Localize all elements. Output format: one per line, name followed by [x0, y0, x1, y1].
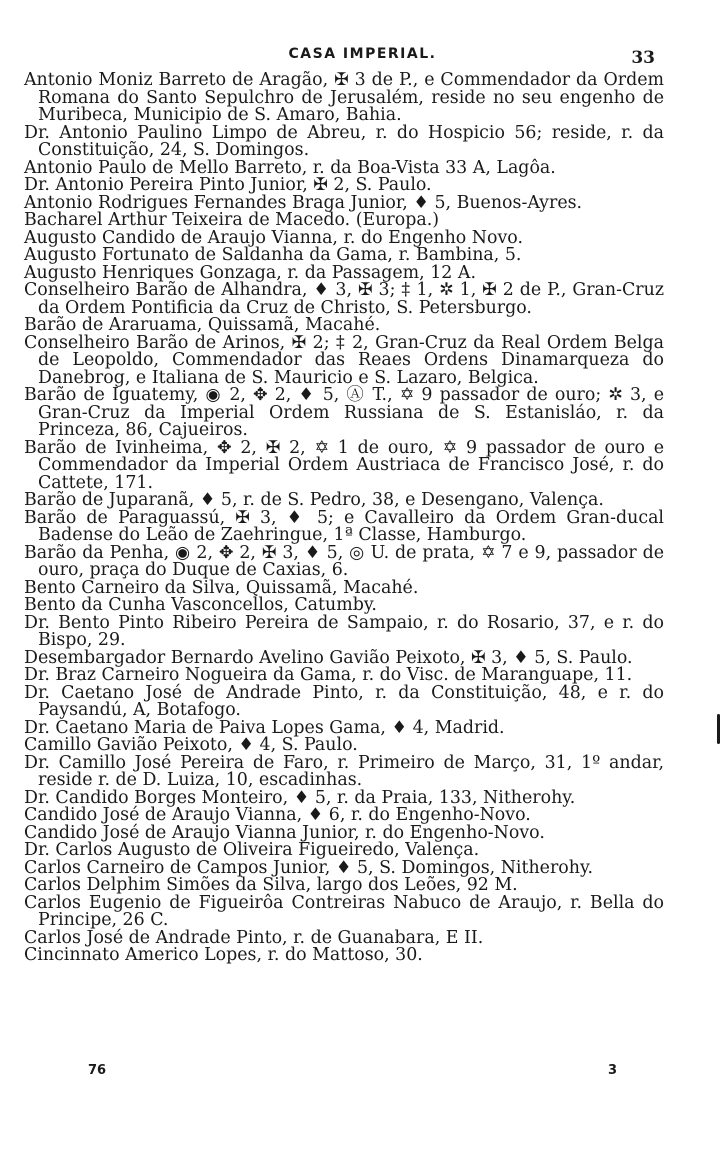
directory-entry: Candido José de Araujo Vianna, ♦ 6, r. do Engenho-Novo.	[24, 805, 531, 825]
directory-entry: Carlos Delphim Simões da Silva, largo dos Leões, 92 M.	[24, 875, 518, 895]
directory-entry: Barão de Juparanã, ♦ 5, r. de S. Pedro, 38, e Desengano, Valença.	[24, 490, 604, 510]
directory-entry: Carlos Eugenio de Figueirôa Contreiras Nabuco de Araujo, r. Bella do Principe, 26 C.	[24, 892, 664, 930]
directory-entry: Candido José de Araujo Vianna Junior, r. do Engenho-Novo.	[24, 822, 545, 843]
directory-entry: Augusto Candido de Araujo Vianna, r. do Engenho Novo.	[24, 227, 524, 248]
directory-entry: Dr. Carlos Augusto de Oliveira Figueiredo, Valença.	[24, 840, 480, 860]
printer-signature-mark: 76	[88, 1063, 107, 1078]
directory-entry: Camillo Gavião Peixoto, ♦ 4, S. Paulo.	[24, 735, 358, 755]
directory-entry: Dr. Antonio Paulino Limpo de Abreu, r. do Hospicio 56; reside, r. da Constituição, 24, S. Domingos.	[24, 122, 664, 160]
directory-entry: Augusto Fortunato de Saldanha da Gama, r. Bambina, 5.	[24, 245, 522, 265]
margin-ink-mark	[717, 714, 720, 744]
page-footer	[0, 1063, 725, 1083]
directory-entry: Cincinnato Americo Lopes, r. do Mattoso, 30.	[24, 945, 423, 965]
directory-entry: Bacharel Arthur Teixeira de Macedo. (Europa.)	[24, 210, 440, 230]
directory-entry: Desembargador Bernardo Avelino Gavião Peixoto, ✠ 3, ♦ 5, S. Paulo.	[24, 647, 633, 668]
directory-entry: Conselheiro Barão de Arinos, ✠ 2; ‡ 2, Gran-Cruz da Real Ordem Belga de Leopoldo, Commendador das Reaes Ordens Dinamarqueza do Danebrog, e Italiana de S. Mauricio e S. Lazaro, Belgica.	[24, 332, 664, 388]
directory-entry: Barão de Paraguassú, ✠ 3, ♦ 5; e Cavalleiro da Ordem Gran-ducal Badense do Leão de Zaehringue, 1ª Classe, Hamburgo.	[24, 507, 664, 545]
directory-entry: Barão de Iguatemy, ◉ 2, ✥ 2, ♦ 5, Ⓐ T., ✡ 9 passador de ouro; ✲ 3, e Gran-Cruz da Imperial Ordem Russiana de S. Estanisláo, r. da Princeza, 86, Cajueiros.	[24, 385, 664, 440]
directory-entry: Antonio Paulo de Mello Barreto, r. da Boa-Vista 33 A, Lagôa.	[24, 157, 556, 178]
directory-entry: Dr. Braz Carneiro Nogueira da Gama, r. do Visc. de Maranguape, 11.	[24, 665, 633, 685]
directory-entry: Conselheiro Barão de Alhandra, ♦ 3, ✠ 3; ‡ 1, ✲ 1, ✠ 2 de P., Gran-Cruz da Ordem Pontificia da Cruz de Christo, S. Petersburgo.	[24, 280, 664, 318]
directory-entry: Antonio Moniz Barreto de Aragão, ✠ 3 de P., e Commendador da Ordem Romana do Santo Sepulchro de Jerusalém, reside no seu engenho de Muribeca, Municipio de S. Amaro, Bahia.	[24, 70, 664, 125]
directory-entry: Dr. Camillo José Pereira de Faro, r. Primeiro de Março, 31, 1º andar, reside r. de D. Luiza, 10, escadinhas.	[24, 752, 664, 790]
directory-entry: Bento Carneiro da Silva, Quissamã, Macahé.	[24, 577, 419, 598]
directory-entry: Dr. Bento Pinto Ribeiro Pereira de Sampaio, r. do Rosario, 37, e r. do Bispo, 29.	[24, 612, 664, 650]
directory-entry: Barão de Araruama, Quissamã, Macahé.	[24, 315, 381, 335]
directory-entry: Bento da Cunha Vasconcellos, Catumby.	[24, 595, 377, 615]
directory-entry: Carlos José de Andrade Pinto, r. de Guanabara, E II.	[24, 927, 484, 948]
directory-entry: Dr. Caetano José de Andrade Pinto, r. da Constituição, 48, e r. do Paysandú, A, Botafogo.	[24, 682, 664, 720]
running-title: CASA IMPERIAL.	[288, 46, 437, 62]
gathering-signature-mark: 3	[608, 1063, 618, 1078]
page-header	[0, 44, 725, 68]
directory-entry: Dr. Candido Borges Monteiro, ♦ 5, r. da Praia, 133, Nitherohy.	[24, 787, 576, 808]
directory-entry: Barão da Penha, ◉ 2, ✥ 2, ✠ 3, ♦ 5, ◎ U. de prata, ✡ 7 e 9, passador de ouro, praça do Duque de Caxias, 6.	[24, 542, 664, 580]
directory-entry: Carlos Carneiro de Campos Junior, ♦ 5, S. Domingos, Nitherohy.	[24, 857, 593, 878]
directory-entry: Augusto Henriques Gonzaga, r. da Passagem, 12 A.	[24, 262, 476, 283]
directory-entry: Dr. Antonio Pereira Pinto Junior, ✠ 2, S. Paulo.	[24, 175, 432, 195]
directory-entry: Antonio Rodrigues Fernandes Braga Junior, ♦ 5, Buenos-Ayres.	[24, 192, 583, 213]
page-number: 33	[631, 48, 655, 68]
directory-entry: Barão de Ivinheima, ✥ 2, ✠ 2, ✡ 1 de ouro, ✡ 9 passador de ouro e Commendador da Imperial Ordem Austriaca de Francisco José, r. do Cattete, 171.	[24, 437, 664, 493]
directory-entries	[24, 72, 664, 965]
directory-entry: Dr. Caetano Maria de Paiva Lopes Gama, ♦ 4, Madrid.	[24, 717, 505, 738]
